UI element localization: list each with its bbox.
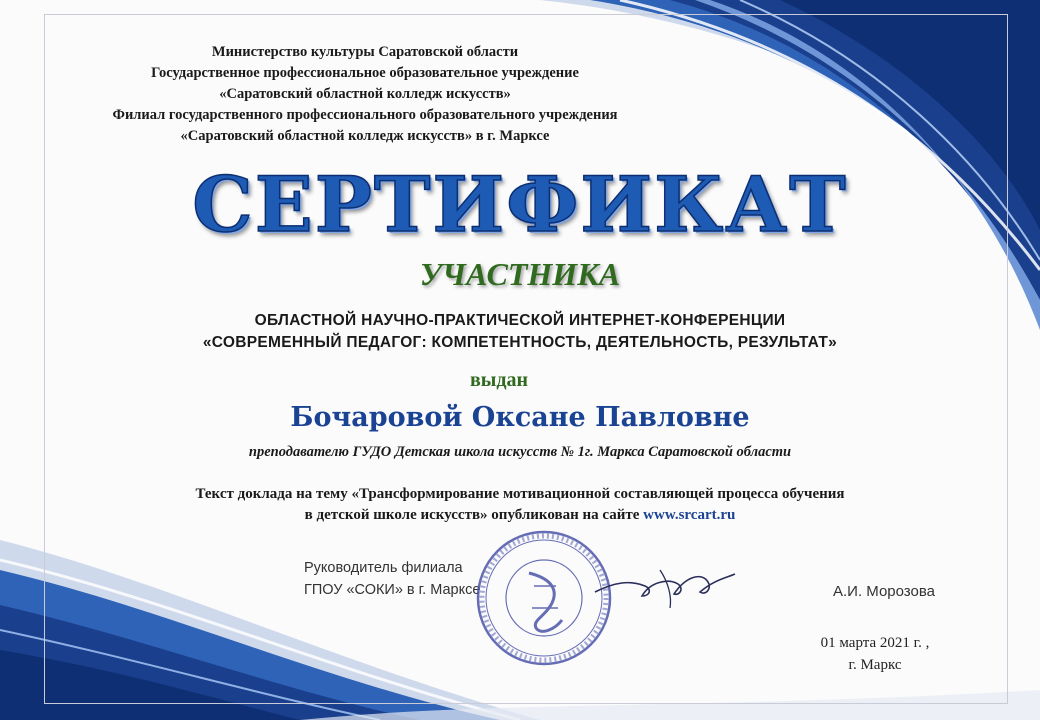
website-link[interactable]: www.srcart.ru: [643, 507, 736, 523]
issue-date: 01 марта 2021 г. ,: [820, 635, 930, 651]
conference-line: «СОВРЕМЕННЫЙ ПЕДАГОГ: КОМПЕТЕНТНОСТЬ, ДЕЯТЕЛЬНОСТЬ, РЕЗУЛЬТАТ»: [202, 334, 838, 351]
issue-date-place: [790, 632, 960, 676]
header-line: «Саратовский областной колледж искусств» в г. Марксе: [180, 128, 550, 144]
conference-line: ОБЛАСТНОЙ НАУЧНО-ПРАКТИЧЕСКОЙ ИНТЕРНЕТ-КОНФЕРЕНЦИИ: [254, 312, 786, 329]
signatory-name: А.И. Морозова: [833, 583, 936, 600]
header-line: «Саратовский областной колледж искусств»: [219, 86, 511, 102]
publication-line: [0, 505, 1040, 526]
issuer-header: [40, 42, 690, 147]
header-line: Филиал государственного профессионального образовательного учреждения: [112, 107, 618, 123]
signatory-role: [304, 557, 480, 601]
certificate-title: СЕРТИФИКАТ: [192, 160, 848, 249]
issued-label: выдан: [470, 369, 529, 391]
signatory-role-line: Руководитель филиала: [304, 560, 463, 576]
certificate-subtitle: УЧАСТНИКА: [419, 256, 621, 292]
recipient-name: Бочаровой Оксане Павловне: [290, 402, 750, 433]
header-line: Министерство культуры Саратовской области: [211, 44, 519, 60]
signature-icon: [590, 552, 740, 612]
recipient-position: преподавателю ГУДО Детская школа искусств № 1г. Маркса Саратовской области: [248, 444, 792, 460]
header-line: Государственное профессиональное образовательное учреждение: [151, 65, 579, 81]
signatory-role-line: ГПОУ «СОКИ» в г. Марксе: [304, 582, 481, 598]
issue-place: г. Маркс: [848, 657, 902, 673]
conference-name: [0, 310, 1040, 354]
publication-text: [0, 484, 1040, 526]
publication-line-prefix: в детской школе искусств» опубликован на сайте: [304, 507, 644, 523]
publication-line: Текст доклада на тему «Трансформирование мотивационной составляющей процесса обучения: [195, 486, 845, 502]
